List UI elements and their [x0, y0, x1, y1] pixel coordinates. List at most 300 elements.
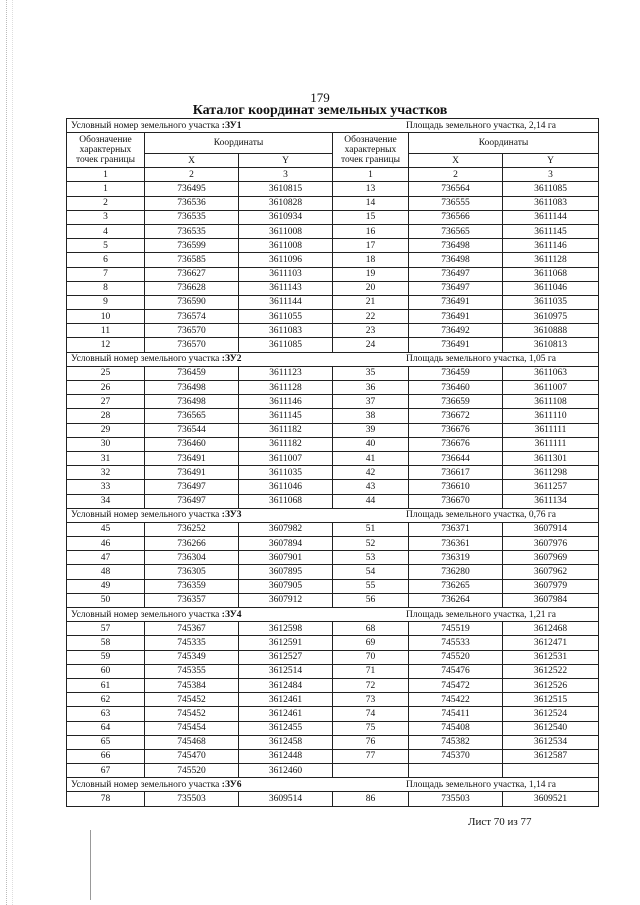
point-id: 57 [67, 622, 145, 636]
y-value: 3611257 [503, 480, 599, 494]
point-id: 67 [67, 764, 145, 778]
point-id: 13 [333, 182, 409, 196]
parcel-number [71, 509, 241, 521]
x-value: 736498 [145, 381, 239, 395]
point-id: 70 [333, 650, 409, 664]
point-id: 69 [333, 636, 409, 650]
x-value: 736544 [145, 423, 239, 437]
point-id: 4 [67, 224, 145, 238]
table-row [67, 338, 599, 352]
point-id: 44 [333, 494, 409, 508]
point-id: 1 [67, 182, 145, 196]
x-value: 736498 [409, 253, 503, 267]
point-id: 6 [67, 253, 145, 267]
column-number: 1 [333, 168, 409, 182]
x-value: 745454 [145, 721, 239, 735]
y-value: 3607901 [239, 551, 333, 565]
parcel-area: Площадь земельного участка, 1,21 га [406, 609, 557, 620]
y-value: 3612591 [239, 636, 333, 650]
margin-line [90, 830, 91, 900]
y-value: 3611123 [239, 366, 333, 380]
parcel-area: Площадь земельного участка, 2,14 га [406, 120, 557, 131]
y-value: 3611144 [503, 210, 599, 224]
y-value: 3611007 [503, 381, 599, 395]
x-value: 736361 [409, 537, 503, 551]
y-value: 3610975 [503, 310, 599, 324]
table-row [67, 182, 599, 196]
x-value: 736676 [409, 423, 503, 437]
table-row [67, 522, 599, 536]
y-value: 3611111 [503, 437, 599, 451]
point-id: 47 [67, 551, 145, 565]
x-value: 735503 [409, 792, 503, 806]
point-id: 45 [67, 522, 145, 536]
point-id: 5 [67, 239, 145, 253]
y-value: 3612540 [503, 721, 599, 735]
table-row [67, 224, 599, 238]
point-id: 56 [333, 593, 409, 607]
parcel-header-row [67, 608, 599, 622]
point-header: Обозначение характерных точек границы [67, 133, 145, 168]
table-row [67, 239, 599, 253]
x-value: 736627 [145, 267, 239, 281]
table-row [67, 693, 599, 707]
x-value: 736319 [409, 551, 503, 565]
column-number: 2 [409, 168, 503, 182]
y-value: 3611008 [239, 239, 333, 253]
table-row [67, 593, 599, 607]
point-id: 43 [333, 480, 409, 494]
y-value: 3611111 [503, 423, 599, 437]
point-id: 73 [333, 693, 409, 707]
y-value: 3611085 [503, 182, 599, 196]
point-id: 71 [333, 664, 409, 678]
x-value: 745468 [145, 735, 239, 749]
y-value: 3611068 [503, 267, 599, 281]
x-value: 745384 [145, 678, 239, 692]
parcel-label: Условный номер земельного участка [71, 120, 220, 131]
point-id: 86 [333, 792, 409, 806]
x-value: 736565 [145, 409, 239, 423]
point-id: 38 [333, 409, 409, 423]
point-id: 76 [333, 735, 409, 749]
point-id: 3 [67, 210, 145, 224]
point-id: 68 [333, 622, 409, 636]
table-row [67, 664, 599, 678]
x-value: 745335 [145, 636, 239, 650]
point-id: 9 [67, 295, 145, 309]
point-id: 20 [333, 281, 409, 295]
parcel-header-row [67, 778, 599, 792]
y-value: 3611146 [239, 395, 333, 409]
x-value: 745519 [409, 622, 503, 636]
parcel-number [71, 353, 241, 365]
x-value: 736459 [409, 366, 503, 380]
coords-header: Координаты [145, 133, 333, 154]
x-value: 736371 [409, 522, 503, 536]
x-value: 735503 [145, 792, 239, 806]
y-value: 3612461 [239, 693, 333, 707]
y-value: 3609521 [503, 792, 599, 806]
table-row [67, 792, 599, 806]
point-id: 54 [333, 565, 409, 579]
x-value: 736304 [145, 551, 239, 565]
column-number: 2 [145, 168, 239, 182]
y-value: 3610888 [503, 324, 599, 338]
x-value: 736491 [409, 295, 503, 309]
y-value: 3612598 [239, 622, 333, 636]
parcel-id: :ЗУ4 [219, 609, 242, 620]
point-id: 25 [67, 366, 145, 380]
y-value: 3611008 [239, 224, 333, 238]
point-id: 19 [333, 267, 409, 281]
point-id: 55 [333, 579, 409, 593]
point-id: 77 [333, 749, 409, 763]
point-id: 51 [333, 522, 409, 536]
table-row [67, 253, 599, 267]
point-id: 32 [67, 466, 145, 480]
x-value: 736491 [145, 466, 239, 480]
point-id: 35 [333, 366, 409, 380]
x-value: 736491 [409, 310, 503, 324]
point-id: 60 [67, 664, 145, 678]
table-row [67, 451, 599, 465]
point-id: 48 [67, 565, 145, 579]
point-id: 39 [333, 423, 409, 437]
y-value: 3611128 [239, 381, 333, 395]
x-value: 736460 [409, 381, 503, 395]
point-id: 14 [333, 196, 409, 210]
point-id: 33 [67, 480, 145, 494]
parcel-label: Условный номер земельного участка [71, 354, 220, 365]
point-id: 12 [67, 338, 145, 352]
x-value: 736460 [145, 437, 239, 451]
page-title: Каталог координат земельных участков [192, 103, 448, 118]
table-row [67, 678, 599, 692]
y-value: 3611298 [503, 466, 599, 480]
y-value: 3610813 [503, 338, 599, 352]
table-row [67, 295, 599, 309]
parcel-header-row [67, 508, 599, 522]
parcel-label: Условный номер земельного участка [71, 779, 220, 790]
x-value: 745476 [409, 664, 503, 678]
y-value: 3612458 [239, 735, 333, 749]
x-value: 745452 [145, 693, 239, 707]
point-id: 62 [67, 693, 145, 707]
point-id: 22 [333, 310, 409, 324]
y-value: 3611068 [239, 494, 333, 508]
point-id: 11 [67, 324, 145, 338]
x-value: 736585 [145, 253, 239, 267]
x-value: 736659 [409, 395, 503, 409]
x-value: 736610 [409, 480, 503, 494]
x-value: 745370 [409, 749, 503, 763]
point-id: 41 [333, 451, 409, 465]
parcel-id: :ЗУ1 [219, 120, 242, 131]
x-value: 745520 [409, 650, 503, 664]
parcel-area: Площадь земельного участка, 1,05 га [406, 354, 557, 365]
x-value: 736590 [145, 295, 239, 309]
y-value: 3612524 [503, 707, 599, 721]
x-value: 736628 [145, 281, 239, 295]
x-value: 745422 [409, 693, 503, 707]
y-value: 3611035 [503, 295, 599, 309]
parcel-area: Площадь земельного участка, 0,76 га [406, 510, 557, 521]
y-value: 3611046 [239, 480, 333, 494]
x-value: 745355 [145, 664, 239, 678]
x-value: 736676 [409, 437, 503, 451]
x-value: 736264 [409, 593, 503, 607]
point-id: 28 [67, 409, 145, 423]
x-value: 745408 [409, 721, 503, 735]
y-value: 3611145 [503, 224, 599, 238]
point-id [333, 764, 409, 778]
parcel-header [67, 119, 599, 133]
point-id: 34 [67, 494, 145, 508]
y-value: 3607979 [503, 579, 599, 593]
y-value: 3612515 [503, 693, 599, 707]
y-value: 3612468 [503, 622, 599, 636]
y-value: 3607969 [503, 551, 599, 565]
column-number-row [67, 168, 599, 182]
y-value: 3611083 [503, 196, 599, 210]
x-header: X [409, 154, 503, 168]
x-value: 736566 [409, 210, 503, 224]
x-value: 736357 [145, 593, 239, 607]
point-id: 49 [67, 579, 145, 593]
column-number: 3 [239, 168, 333, 182]
y-value: 3611134 [503, 494, 599, 508]
y-value: 3607905 [239, 579, 333, 593]
x-value: 736570 [145, 338, 239, 352]
table-row [67, 707, 599, 721]
y-value: 3611145 [239, 409, 333, 423]
point-id: 16 [333, 224, 409, 238]
x-value: 736498 [145, 395, 239, 409]
y-value: 3607895 [239, 565, 333, 579]
y-value: 3611144 [239, 295, 333, 309]
table-row [67, 423, 599, 437]
y-value: 3611301 [503, 451, 599, 465]
point-id: 26 [67, 381, 145, 395]
parcel-label: Условный номер земельного участка [71, 510, 220, 521]
table-row [67, 551, 599, 565]
x-value: 736564 [409, 182, 503, 196]
point-id: 63 [67, 707, 145, 721]
point-id: 31 [67, 451, 145, 465]
y-value: 3612455 [239, 721, 333, 735]
y-value: 3607912 [239, 593, 333, 607]
parcel-header-row [67, 119, 599, 133]
point-id: 75 [333, 721, 409, 735]
point-id: 40 [333, 437, 409, 451]
table-row [67, 409, 599, 423]
table-row [67, 281, 599, 295]
table-row [67, 579, 599, 593]
point-id: 18 [333, 253, 409, 267]
x-value: 736492 [409, 324, 503, 338]
scan-edge [6, 0, 8, 905]
y-value: 3611128 [503, 253, 599, 267]
x-value: 736491 [409, 338, 503, 352]
y-value: 3611182 [239, 423, 333, 437]
y-value: 3607962 [503, 565, 599, 579]
y-value: 3611085 [239, 338, 333, 352]
y-header: Y [239, 154, 333, 168]
x-value: 736570 [145, 324, 239, 338]
point-id: 21 [333, 295, 409, 309]
column-number: 1 [67, 168, 145, 182]
table-row [67, 437, 599, 451]
x-value: 736266 [145, 537, 239, 551]
y-value: 3607984 [503, 593, 599, 607]
x-value [409, 764, 503, 778]
y-value: 3611035 [239, 466, 333, 480]
table-row [67, 650, 599, 664]
y-value: 3612531 [503, 650, 599, 664]
y-value: 3607914 [503, 522, 599, 536]
table-row [67, 764, 599, 778]
x-value: 736498 [409, 239, 503, 253]
point-id: 24 [333, 338, 409, 352]
x-value: 745520 [145, 764, 239, 778]
x-value: 745367 [145, 622, 239, 636]
sheet-number: Лист 70 из 77 [468, 816, 532, 828]
y-value: 3611146 [503, 239, 599, 253]
point-id: 53 [333, 551, 409, 565]
y-value: 3611143 [239, 281, 333, 295]
y-value: 3610828 [239, 196, 333, 210]
point-id: 17 [333, 239, 409, 253]
table-row [67, 565, 599, 579]
table-row [67, 466, 599, 480]
x-value: 736265 [409, 579, 503, 593]
point-id: 66 [67, 749, 145, 763]
parcel-label: Условный номер земельного участка [71, 609, 220, 620]
point-id: 27 [67, 395, 145, 409]
y-value: 3607982 [239, 522, 333, 536]
point-id: 46 [67, 537, 145, 551]
parcel-header-row [67, 352, 599, 366]
point-id: 59 [67, 650, 145, 664]
point-id: 64 [67, 721, 145, 735]
y-value: 3610815 [239, 182, 333, 196]
point-id: 2 [67, 196, 145, 210]
parcel-number [71, 779, 241, 791]
x-value: 736497 [409, 281, 503, 295]
parcel-id: :ЗУ6 [219, 779, 242, 790]
point-id: 50 [67, 593, 145, 607]
table-row [67, 494, 599, 508]
y-value: 3612526 [503, 678, 599, 692]
x-value: 745472 [409, 678, 503, 692]
y-value: 3611063 [503, 366, 599, 380]
parcel-header [67, 778, 599, 792]
scan-edge [12, 0, 14, 905]
y-value: 3612587 [503, 749, 599, 763]
x-value: 736565 [409, 224, 503, 238]
table-row [67, 749, 599, 763]
point-id: 8 [67, 281, 145, 295]
y-value: 3607894 [239, 537, 333, 551]
x-value: 736497 [409, 267, 503, 281]
y-header: Y [503, 154, 599, 168]
coordinates-table [66, 118, 599, 807]
y-value: 3612484 [239, 678, 333, 692]
x-value: 736497 [145, 494, 239, 508]
y-value: 3611096 [239, 253, 333, 267]
point-id: 36 [333, 381, 409, 395]
x-value: 736644 [409, 451, 503, 465]
point-id: 72 [333, 678, 409, 692]
x-value: 736536 [145, 196, 239, 210]
y-value: 3611110 [503, 409, 599, 423]
y-value: 3611083 [239, 324, 333, 338]
y-value: 3612448 [239, 749, 333, 763]
x-value: 745382 [409, 735, 503, 749]
x-value: 736555 [409, 196, 503, 210]
x-value: 736535 [145, 210, 239, 224]
parcel-area: Площадь земельного участка, 1,14 га [406, 779, 557, 790]
y-value: 3612514 [239, 664, 333, 678]
y-value: 3611046 [503, 281, 599, 295]
table-row [67, 267, 599, 281]
x-value: 736617 [409, 466, 503, 480]
table-row [67, 480, 599, 494]
column-header-row [67, 133, 599, 154]
point-id: 65 [67, 735, 145, 749]
y-value: 3611007 [239, 451, 333, 465]
y-value [503, 764, 599, 778]
y-value: 3612461 [239, 707, 333, 721]
x-value: 745470 [145, 749, 239, 763]
table-row [67, 310, 599, 324]
table-row [67, 735, 599, 749]
column-number: 3 [503, 168, 599, 182]
y-value: 3612534 [503, 735, 599, 749]
point-id: 29 [67, 423, 145, 437]
x-value: 736459 [145, 366, 239, 380]
x-value: 736495 [145, 182, 239, 196]
point-id: 61 [67, 678, 145, 692]
point-id: 52 [333, 537, 409, 551]
x-value: 745349 [145, 650, 239, 664]
point-id: 7 [67, 267, 145, 281]
x-value: 736305 [145, 565, 239, 579]
table-row [67, 196, 599, 210]
y-value: 3610934 [239, 210, 333, 224]
table-row [67, 636, 599, 650]
parcel-header [67, 352, 599, 366]
y-value: 3611108 [503, 395, 599, 409]
x-value: 736359 [145, 579, 239, 593]
y-value: 3607976 [503, 537, 599, 551]
table-row [67, 366, 599, 380]
parcel-header [67, 508, 599, 522]
table-row [67, 721, 599, 735]
x-value: 745452 [145, 707, 239, 721]
y-value: 3611182 [239, 437, 333, 451]
y-value: 3611055 [239, 310, 333, 324]
table-row [67, 622, 599, 636]
x-value: 745411 [409, 707, 503, 721]
table-row [67, 210, 599, 224]
point-id: 10 [67, 310, 145, 324]
x-value: 736280 [409, 565, 503, 579]
point-id: 74 [333, 707, 409, 721]
table-row [67, 381, 599, 395]
point-id: 37 [333, 395, 409, 409]
